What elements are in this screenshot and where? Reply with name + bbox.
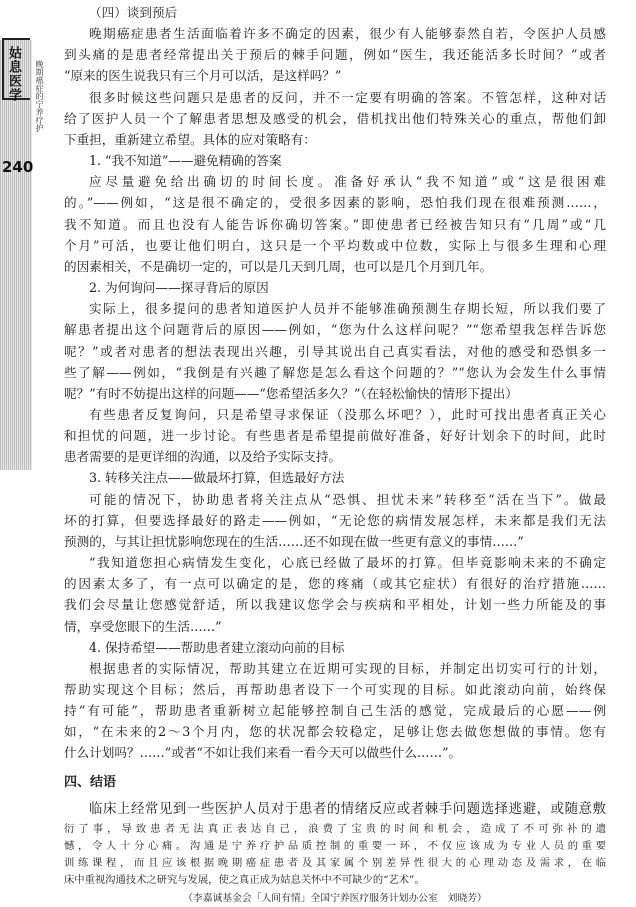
paragraph-line: 患者需要的是更详细的沟通，以及给予实际支持。 bbox=[64, 449, 342, 465]
paragraph-line: 的。”——例如，“这是很不确定的，受很多因素的影响，恐怕我们现在很难预测……， bbox=[64, 195, 606, 211]
paragraph-line: 晚期癌症患者生活面临着许多不确定的因素，很少有人能够泰然自若，令医护人员感 bbox=[89, 26, 606, 42]
paragraph-line: 坏的打算，但要选择最好的路走——例如，“无论您的病情发展怎样，未来都是我们无法 bbox=[64, 512, 606, 528]
paragraph-line: 个月”可活，也要让他们明白，这只是一个平均数或中位数，实际上与很多生理和心理 bbox=[64, 237, 606, 253]
author-credit: （李嘉诚基金会「人间有情」全国宁养医疗服务计划办公室 刘晓芳） bbox=[183, 892, 487, 904]
paragraph-line: 和担忧的问题，进一步讨论。有些患者是希望提前做好准备，好好计划余下的时间，此时 bbox=[64, 428, 606, 444]
paragraph-line: “原来的医生说我只有三个月可以活，是这样吗？” bbox=[64, 68, 342, 84]
paragraph-line: 应尽量避免给出确切的时间长度。准备好承认“我不知道”或“这是很困难 bbox=[89, 174, 606, 190]
item-heading: 2. 为何询问——探寻背后的原因 bbox=[89, 280, 269, 296]
paragraph-line: 我们会尽量让您感觉舒适，所以我建议您学会与疾病和平相处，计划一些力所能及的事 bbox=[64, 597, 606, 613]
item-heading: 1. “我不知道”——避免精确的答案 bbox=[89, 153, 282, 169]
paragraph-line: 的因素相关，不是确切一定的，可以是几天到几周，也可以是几个月到几年。 bbox=[64, 258, 493, 274]
paragraph-line: 训练课程，而且应该根据晚期癌症患者及其家属个别差异性很大的心理动态及需求，在临 bbox=[64, 856, 606, 869]
paragraph-line: 憾，令人十分心痛。沟通是宁养疗护品质控制的重要一环，不仅应该成为专业人员的重要 bbox=[64, 839, 606, 852]
paragraph-line: 根据患者的实际情况，帮助其建立在近期可实现的目标，并制定出切实可行的计划， bbox=[89, 660, 606, 676]
item-heading: 4. 保持希望——帮助患者建立滚动向前的目标 bbox=[89, 639, 345, 655]
paragraph-line: 给了医护人员一个了解患者思想及感受的机会，借机找出他们特殊关心的重点，帮他们卸 bbox=[64, 110, 606, 126]
paragraph-line: 解患者提出这个问题背后的原因——例如，“您为什么这样问呢？”“您希望我怎样告诉您 bbox=[64, 322, 606, 338]
paragraph-line: 情，享受您眼下的生活……” bbox=[64, 618, 222, 634]
section-heading: 四、结语 bbox=[64, 774, 117, 790]
paragraph-line: 帮助实现这个目标；然后，再帮助患者设下一个可实现的目标。如此滚动向前，始终保 bbox=[64, 682, 606, 697]
paragraph-line: 实际上，很多提问的患者知道医护人员并不能够准确预测生存期长短，所以我们要了 bbox=[89, 301, 606, 317]
paragraph-line: 很多时候这些问题只是患者的反问，并不一定要有明确的答案。不管怎样，这种对话 bbox=[89, 89, 606, 105]
book-subtitle: 晚期癌症的宁养疗护 bbox=[35, 60, 44, 132]
paragraph-line: 下重担，重新建立希望。具体的应对策略有： bbox=[64, 131, 316, 147]
paragraph-line: 到头痛的是患者经常提出关于预后的棘手问题，例如“医生，我还能活多长时间？”或者 bbox=[64, 47, 606, 63]
paragraph-line: 可能的情况下，协助患者将关注点从“恐惧、担忧未来”转移至“活在当下”。做最 bbox=[89, 491, 606, 507]
paragraph-line: 呢？”有时不妨提出这样的问题——“您希望活多久？”（在轻松愉快的情形下提出） bbox=[64, 385, 518, 401]
paragraph-line: 些了解——例如，“我倒是有兴趣了解您是怎么看这个问题的？”“您认为会发生什么事情 bbox=[64, 364, 606, 380]
page-number: 240 bbox=[2, 158, 34, 176]
page-body bbox=[64, 2, 606, 907]
paragraph-line: 如，“在未来的2～3个月内，您的状况都会较稳定，足够让您去做您想做的事情。您有 bbox=[64, 724, 606, 740]
paragraph-line: 有些患者反复询问，只是希望寻求保证（没那么坏吧？），此时可找出患者真正关心 bbox=[89, 406, 606, 422]
paragraph-line: 什么计划吗？……”或者“不如让我们来看一看今天可以做些什么……”。 bbox=[64, 745, 462, 761]
paragraph-line: “我知道您担心病情发生变化，心底已经做了最坏的打算。但毕竟影响未来的不确定 bbox=[89, 555, 606, 571]
page-edge-strip bbox=[0, 40, 32, 470]
paragraph-line: 预测的，与其让担忧影响您现在的生活……还不如现在做一些更有意义的事情……” bbox=[64, 533, 524, 549]
paragraph-line: 衍了事，导致患者无法真正表达自己，浪费了宝贵的时间和机会，造成了不可弥补的遗 bbox=[64, 822, 606, 835]
paragraph-line: 呢？”或者对患者的想法表现出兴趣，引导其说出自己真实看法，对他的感受和恐惧多一 bbox=[64, 343, 606, 359]
item-heading: 3. 转移关注点——做最坏打算，但选最好方法 bbox=[89, 470, 345, 486]
book-title: 姑息医学 bbox=[6, 46, 21, 102]
paragraph-line: 持“有可能”，帮助患者重新树立起能够控制自己生活的感觉，完成最后的心愿——例 bbox=[64, 703, 606, 719]
paragraph-line: 我不知道。而且也没有人能告诉你确切答案。”即使患者已经被告知只有“几周”或“几 bbox=[64, 216, 606, 232]
paragraph-line: 床中重视沟通技术之研究与发展，使之真正成为姑息关怀中不可缺少的“艺术”。 bbox=[64, 873, 425, 886]
paragraph-line: 临床上经常见到一些医护人员对于患者的情绪反应或者棘手问题选择逃避，或随意敷 bbox=[89, 801, 606, 817]
subsection-heading: （四）谈到预后 bbox=[89, 5, 178, 20]
paragraph-line: 的因素太多了，有一点可以确定的是，您的疼痛（或其它症状）有很好的治疗措施…… bbox=[64, 576, 606, 592]
